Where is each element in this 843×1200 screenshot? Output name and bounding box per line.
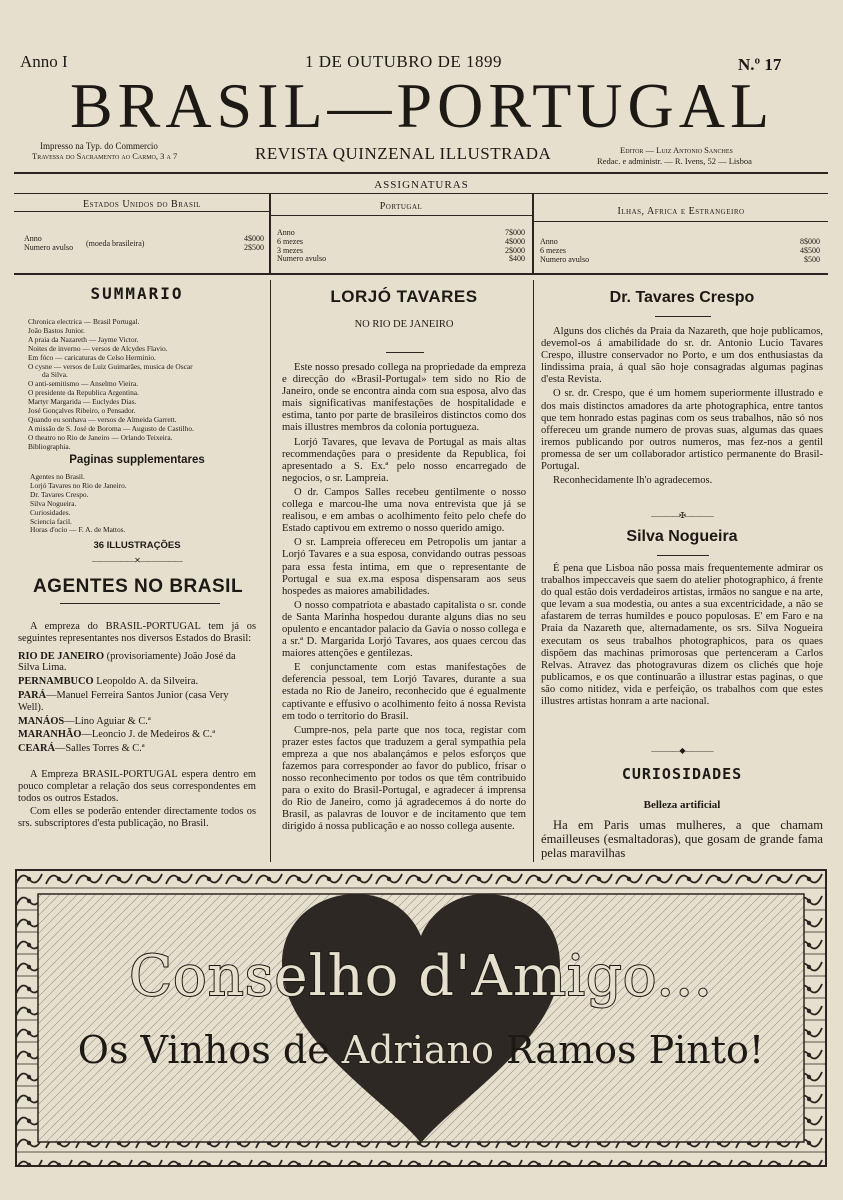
- article-title-lorjo: LORJÓ TAVARES: [330, 287, 478, 306]
- article-body-crespo: [541, 326, 823, 489]
- agents-note: Com elles se poderão entender directamente todos os srs. subscriptores d'esta publicação, no Brasil.: [18, 806, 256, 830]
- portugal-row: 3 mezes 2$000: [277, 245, 525, 255]
- printer-info-1: Impresso na Typ. do Commercio: [40, 141, 158, 151]
- paragraph: Reconhecidamente lh'o agradecemos.: [553, 475, 713, 487]
- summary-item: A praia da Nazareth — Jayme Victor.: [28, 334, 139, 344]
- advert-tagline: [14, 1028, 828, 1072]
- summary-item: Bibliographia.: [28, 441, 71, 451]
- supplementary-item: Curiosidades.: [30, 507, 71, 517]
- agents-block: [18, 621, 256, 832]
- brasil-price-avulso: 2$500: [244, 243, 264, 252]
- summary-item: O presidente da Republica Argentina.: [28, 388, 139, 398]
- agent-entry: MANÁOS—Lino Aguiar & C.ª: [18, 715, 151, 727]
- summary-item: Quando eu sonhava — versos de Almeida Garrett.: [28, 414, 177, 424]
- supplementary-item: Lorjó Tavares no Rio de Janeiro.: [30, 480, 127, 490]
- summary-item: O cysne — versos de Luiz Guimarães, musica de Oscar: [28, 361, 193, 371]
- subscriptions-sub-rule-3: [534, 221, 828, 222]
- agents-intro: A empreza do BRASIL-PORTUGAL tem já os seguintes representantes nos diversos Estados do Brasil:: [18, 621, 256, 644]
- supplementary-item: Silva Nogueira.: [30, 498, 77, 508]
- summary-item: João Bastos Junior.: [28, 325, 85, 335]
- summary-item: O theatro no Rio de Janeiro — Orlando Teixeira.: [28, 432, 173, 442]
- supplementary-item: Horas d'ocio — F. A. de Mattos.: [30, 525, 126, 535]
- issue-date: 1 DE OUTUBRO DE 1899: [305, 52, 502, 71]
- brasil-label-anno: Anno: [24, 234, 42, 243]
- article-rule-crespo: [655, 316, 711, 317]
- curiosidades-subheading: Belleza artificial: [643, 799, 721, 811]
- supplementary-heading: Paginas supplementares: [69, 454, 205, 466]
- paragraph: O sr. Lampreia offereceu em Petropolis um jantar a Lorjó Tavares e a sua esposa, convidando outras pessoas para essa festa intima, em que o representante de Portugal e sua ex.ma esposa dispensaram aos seus hospedes as maiores amabilidades.: [282, 537, 526, 597]
- agent-entry: PARÁ—Manuel Ferreira Santos Junior (casa Very Well).: [18, 689, 229, 713]
- advert-tagline-a: Os Vinhos de: [77, 1028, 342, 1072]
- subscriptions-sub-rule-1: [14, 211, 269, 212]
- article-rule-lorjo: [386, 352, 424, 353]
- paragraph: Cumpre-nos, pela parte que nos toca, registar com prazer estes factos que traduzem a geral sympathia pela empreza a que nos abalançámos e pelos esforços que fazemos para corresponder ao favor do publico, frisar o nosso reconhecimento por todos os que têm contribuido para o exito do Brasil-Portugal, e agradecer á imprensa do Rio de Janeiro, como já agradecemos á do norte do Brasil, as palavras de louvor e de incitamento que tem dirigido á nossa publicação e ao nosso collega ausente.: [282, 724, 526, 833]
- paragraph: O sr. dr. Crespo, que é um homem superiormente illustrado e dos mais distinctos amadores da arte photographica, entre tantos que tem honrado estas paginas com os seus trabalhos, não só nos offereceu um grande numero de provas suas, algumas das quaes iremos publicando por outros numeros, mas fez-nos a gentil promessa de ser um collaborador artistico permanente do Brasil-Portugal.: [541, 388, 823, 473]
- masthead-title: BRASIL—PORTUGAL: [69, 70, 775, 141]
- column-rule-1: [270, 280, 271, 862]
- brasil-prices: [24, 234, 264, 252]
- masthead-subtitle: REVISTA QUINZENAL ILLUSTRADA: [255, 144, 552, 163]
- ornament-divider: ——————✕——————: [92, 556, 182, 565]
- article-body-nogueira: [541, 563, 823, 710]
- supplementary-item: Sciencia facil.: [30, 516, 72, 526]
- summary-item: Martyr Margarida — Euclydes Dias.: [28, 397, 137, 407]
- supplementary-item: Dr. Tavares Crespo.: [30, 489, 89, 499]
- paragraph: O nosso compatriota e abastado capitalista o sr. conde de Santa Marinha hospedou durante alguns dias no seu opulento e encantador palacio da Gavia o nosso collega e a sr.ª D. Margarida Lorjó Tavares, aos quaes cercou das maiores attenções e gentilezas.: [282, 599, 526, 660]
- summary-item: Em fóco — caricaturas de Celso Herminio.: [28, 352, 156, 362]
- paragraph: Ha em Paris umas mulheres, a que chamam émailleuses (esmaltadoras), que gosam de grande fama pelas maravilhas: [541, 818, 823, 860]
- illustrations-count: 36 ILLUSTRAÇÕES: [93, 540, 181, 551]
- summary-item: da Silva.: [42, 370, 68, 380]
- summary-item: Noites de inverno — versos de Alcydes Flavio.: [28, 343, 168, 353]
- agent-entry: PERNAMBUCO Leopoldo A. da Silveira.: [18, 676, 199, 688]
- ilhas-row: 6 mezes 4$500: [540, 245, 820, 255]
- agent-entry: MARANHÃO—Leoncio J. de Medeiros & C.ª: [18, 729, 216, 741]
- brasil-currency-note: (moeda brasileira): [86, 238, 145, 248]
- volume-label: Anno I: [20, 52, 68, 71]
- agents-heading: AGENTES NO BRASIL: [32, 576, 244, 597]
- agent-entry: CEARÁ—Salles Torres & C.ª: [18, 743, 145, 755]
- paragraph: O dr. Campos Salles recebeu gentilmente o nosso collega e marcou-lhe uma nova entrevista que já se realisou, e em ambas o acolhimento feito pelo chefe do Estado captivou em extremo o nosso querido amigo.: [282, 486, 526, 535]
- paragraph: Lorjó Tavares, que levava de Portugal as mais altas recommendações para o presidente da Republica, foi apresentado a S. Ex.ª pelo nosso encarregado de negocios, o sr. Lampreia.: [282, 436, 526, 484]
- article-body-lorjo: [282, 362, 526, 836]
- ilhas-prices: [540, 238, 820, 264]
- paragraph: É pena que Lisboa não possa mais frequentemente admirar os trabalhos impeccaveis que saem do atelier photographico, á frente do qual estão dois verdadeiros artistas, irmãos no sangue e na arte, que levam a sua modestia, ou antes a sua excentricidade, a não se afastarem de terras humildes e pouco populosas. E' em Faro e na Praia da Nazareth que, alternadamente, os srs. Silva Nogueira executam os seus trabalhos photographicos, para os quaes dispõem das machinas primorosas que pertenceram a Carlos Relvas. Atravez das photogravuras dizem os clichés que hoje publicamos, e os que continuarão a illustrar estas paginas, o que são como nitidez, vida e perfeição, os trabalhos com que estes illustres artistas honram a arte nacional.: [541, 563, 823, 708]
- subscriptions-heading: ASSIGNATURAS: [374, 179, 469, 191]
- brasil-price-anno: 4$000: [244, 234, 264, 243]
- article-subtitle-lorjo: NO RIO DE JANEIRO: [354, 319, 454, 330]
- summary-item: Chronica electrica — Brasil Portugal.: [28, 317, 140, 326]
- summary-heading: SUMMARIO: [90, 284, 184, 303]
- supplementary-list: [30, 473, 260, 535]
- agents-note: A Empreza BRASIL-PORTUGAL espera dentro em pouco completar a relação dos seus correspondentes em todos os outros Estados.: [18, 768, 256, 804]
- agents-rule: [60, 603, 220, 604]
- column-rule-2: [533, 280, 534, 862]
- advert-headline: Conselho d'Amigo...: [129, 944, 713, 1009]
- ilhas-row: Anno 8$000: [540, 237, 820, 246]
- ornament-divider: ————✠————: [651, 511, 713, 520]
- curiosidades-body: [541, 818, 823, 862]
- paragraph: E conjunctamente com estas manifestações de deferencia pessoal, tem Lorjó Tavares, durante a sua estada no Rio de Janeiro, reconhecido que é egualmente captivante e effusivo o acolhimento feito á nossa Revista em todo o territorio do Brasil.: [282, 662, 526, 722]
- brasil-label-avulso: Numero avulso: [24, 243, 74, 252]
- subscriptions-bottom-rule: [14, 273, 828, 275]
- article-title-crespo: Dr. Tavares Crespo: [609, 289, 755, 306]
- portugal-row: 6 mezes 4$000: [277, 236, 525, 246]
- paragraph: Este nosso presado collega na propriedade da empreza e direcção do «Brasil-Portugal» tem sido no Rio de Janeiro, onde se encontra ainda com sua esposa, alvo das mais significativas manifestações de hospitalidade e estima, tanto por parte de brasileiros distinctos como dos mais illustres membros da colonia portugueza.: [282, 362, 526, 434]
- agent-entry: RIO DE JANEIRO (provisoriamente) João José da Silva Lima.: [18, 650, 236, 674]
- portugal-prices: [277, 229, 525, 264]
- advert-brand-name: Adriano: [341, 1028, 494, 1072]
- subscriptions-divider-2: [532, 193, 534, 273]
- advertisement-frame: [14, 868, 828, 1168]
- subscriptions-sub-rule-2: [271, 215, 532, 216]
- editor-info-1: Editor — Luiz Antonio Sanches: [620, 145, 733, 155]
- issue-number: N.º 17: [738, 55, 782, 74]
- advertisement: [14, 868, 828, 1168]
- portugal-row: Numero avulso $400: [277, 254, 525, 264]
- curiosidades-heading: CURIOSIDADES: [621, 765, 743, 783]
- summary-list: [28, 318, 268, 452]
- ilhas-row: Numero avulso $500: [540, 254, 820, 264]
- article-rule-nogueira: [657, 555, 709, 556]
- editor-info-2: Redac. e administr. — R. Ivens, 52 — Lisboa: [597, 156, 752, 166]
- ilhas-subscription-heading: Ilhas, Africa e Estrangeiro: [617, 206, 745, 217]
- paragraph: Alguns dos clichés da Praia da Nazareth, que hoje publicamos, devemol-os á amabilidade do sr. dr. Antonio Lucio Tavares Crespo, illustre conservador no Porto, e um dos enthusiastas da lindissima praia, á qual são hoje consagradas algumas paginas d'esta Revista.: [541, 326, 823, 386]
- subscriptions-top-rule: [14, 193, 828, 194]
- ornament-divider: ————◆————: [651, 746, 713, 755]
- portugal-row: Anno 7$000: [277, 228, 525, 237]
- portugal-subscription-heading: Portugal: [379, 201, 423, 212]
- masthead-rule: [14, 172, 828, 174]
- article-title-nogueira: Silva Nogueira: [626, 528, 738, 545]
- supplementary-item: Agentes no Brasil.: [30, 472, 85, 481]
- printer-info-2: Travessa do Sacramento ao Carmo, 3 a 7: [32, 151, 178, 161]
- summary-item: A missão de S. José de Boroma — Augusto de Castilho.: [28, 423, 194, 433]
- summary-item: José Gonçalves Ribeiro, o Pensador.: [28, 406, 136, 416]
- advert-tagline-c: Ramos Pinto!: [493, 1028, 765, 1072]
- summary-item: O anti-semitismo — Anselmo Vieira.: [28, 379, 139, 389]
- brasil-subscription-heading: Estados Unidos do Brasil: [83, 199, 201, 210]
